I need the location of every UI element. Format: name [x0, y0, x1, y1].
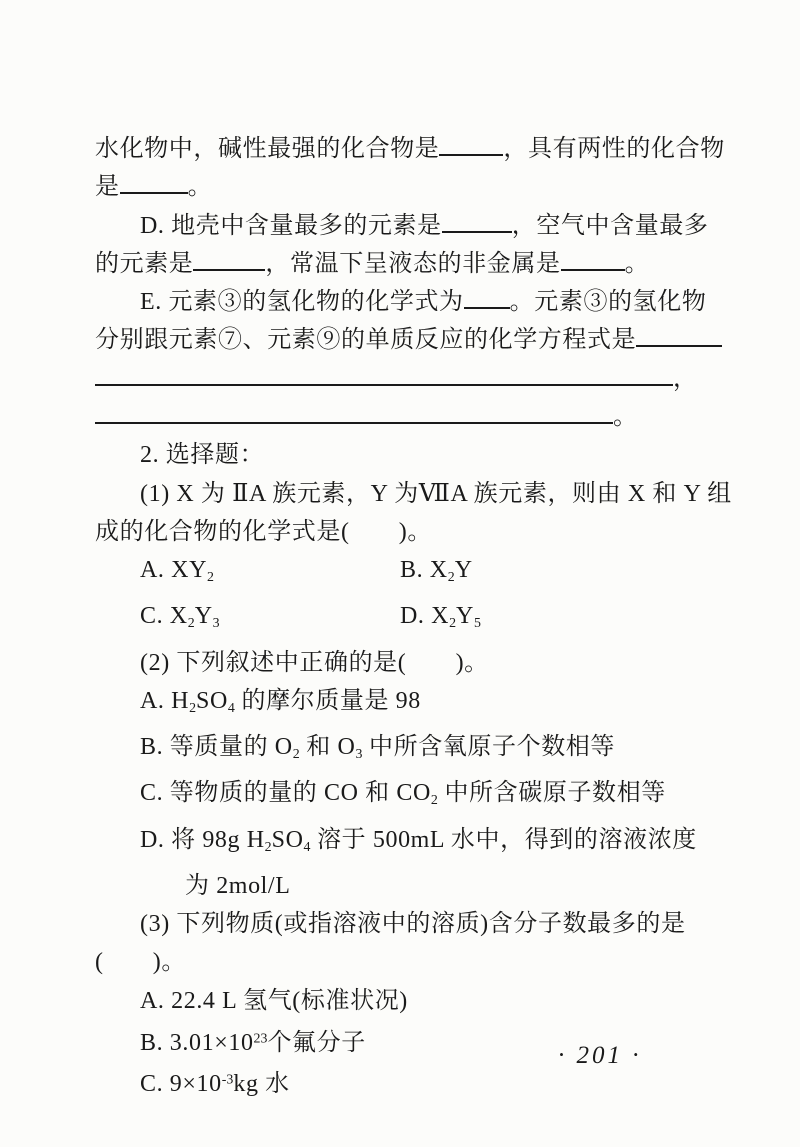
text-segment: 成的化合物的化学式是( )。: [95, 518, 432, 545]
fill-blank: [193, 248, 265, 271]
item-e-answer-line-1: [95, 360, 717, 398]
q1-option-b: B. $X_2Y$: [400, 557, 473, 586]
text-segment: 。: [187, 174, 213, 201]
item-e-answer-line-2: [95, 398, 717, 436]
text-segment: D. 地壳中含量最多的元素是: [140, 212, 442, 239]
q2-option-a: [95, 682, 717, 728]
option-text: A. $H_2SO_4$ 的摩尔质量是 98: [140, 687, 421, 716]
fill-continuation-line-1: [95, 130, 725, 168]
page-number: · 201 ·: [558, 1042, 642, 1069]
q3-option-a: [95, 982, 717, 1020]
fill-continuation-line-2: [95, 168, 717, 206]
q2-option-d-line-2: [95, 867, 717, 905]
option-text: C. $9\times 10^{-3}kg$ 水: [140, 1071, 290, 1098]
q1-option-c: C. $X_2Y_3$: [140, 603, 220, 632]
q1-option-a: A. $XY_2$: [140, 557, 214, 586]
answer-blank-line: [95, 401, 613, 424]
q2-option-b: [95, 728, 717, 774]
text-segment: (2) 下列叙述中正确的是( )。: [140, 649, 489, 676]
fill-blank: [636, 325, 722, 348]
item-d-line-2: [95, 245, 717, 283]
text-segment: 。元素③的氢化物: [509, 289, 707, 316]
option-text: A. 22.4 L 氢气(标准状况): [140, 987, 408, 1014]
answer-blank-line: [95, 363, 673, 386]
option-text: B. $3.01\times 10^{23}$个氟分子: [140, 1029, 366, 1056]
q1-option-d: D. $X_2Y_5$: [400, 603, 481, 632]
q2-option-c: [95, 774, 717, 820]
page-content: [95, 130, 732, 1104]
q2-stem: [95, 644, 717, 682]
text-segment: E. 元素③的氢化物的化学式为: [140, 289, 464, 316]
text-segment: (3) 下列物质(或指溶液中的溶质)含分子数最多的是: [140, 910, 686, 937]
option-text: D. 将 98g $H_2SO_4$ 溶于 500mL 水中，得到的溶液浓度: [140, 826, 697, 855]
item-e-line-1: [95, 283, 717, 321]
text-segment: 是: [95, 174, 120, 201]
text-segment: 的元素是: [95, 250, 194, 277]
fill-blank: [439, 133, 503, 156]
text-segment: 。: [613, 404, 638, 431]
option-text: B. 等质量的 $O_2$ 和 $O_3$ 中所含氧原子个数相等: [140, 734, 615, 763]
item-d-line-1: [95, 207, 717, 245]
option-text: 为 2mol/L: [185, 872, 291, 899]
text-segment: ，空气中含量最多: [511, 212, 709, 239]
text-segment: ，: [673, 365, 698, 392]
item-e-line-2: [95, 321, 717, 359]
q1-stem-line-1: [95, 475, 732, 513]
q2-option-d-line-1: [95, 821, 717, 867]
text-segment: 。: [624, 250, 650, 277]
text-segment: 分别跟元素⑦、元素⑨的单质反应的化学方程式是: [95, 327, 637, 354]
section-heading-text: 2. 选择题：: [140, 442, 265, 469]
option-text: C. 等物质的量的 CO 和 $CO_2$ 中所含碳原子数相等: [140, 780, 666, 809]
fill-blank: [120, 172, 188, 195]
text-segment: ( )。: [95, 949, 186, 976]
q1-options-row-1: [95, 551, 717, 597]
q3-stem-line-1: [95, 905, 717, 943]
text-segment: ，常温下呈液态的非金属是: [265, 250, 561, 277]
text-segment: (1) X 为 ⅡA 族元素，Y 为ⅦA 族元素，则由 X 和 Y 组: [140, 480, 732, 507]
choice-section-heading: [95, 436, 717, 474]
q3-stem-line-2: [95, 943, 717, 981]
q1-options-row-2: [95, 597, 717, 643]
fill-blank: [561, 248, 625, 271]
text-segment: 水化物中，碱性最强的化合物是: [95, 136, 440, 162]
text-segment: ，具有两性的化合物: [503, 136, 725, 162]
q1-stem-line-2: [95, 513, 717, 551]
fill-blank: [442, 210, 512, 233]
fill-blank: [464, 286, 510, 309]
